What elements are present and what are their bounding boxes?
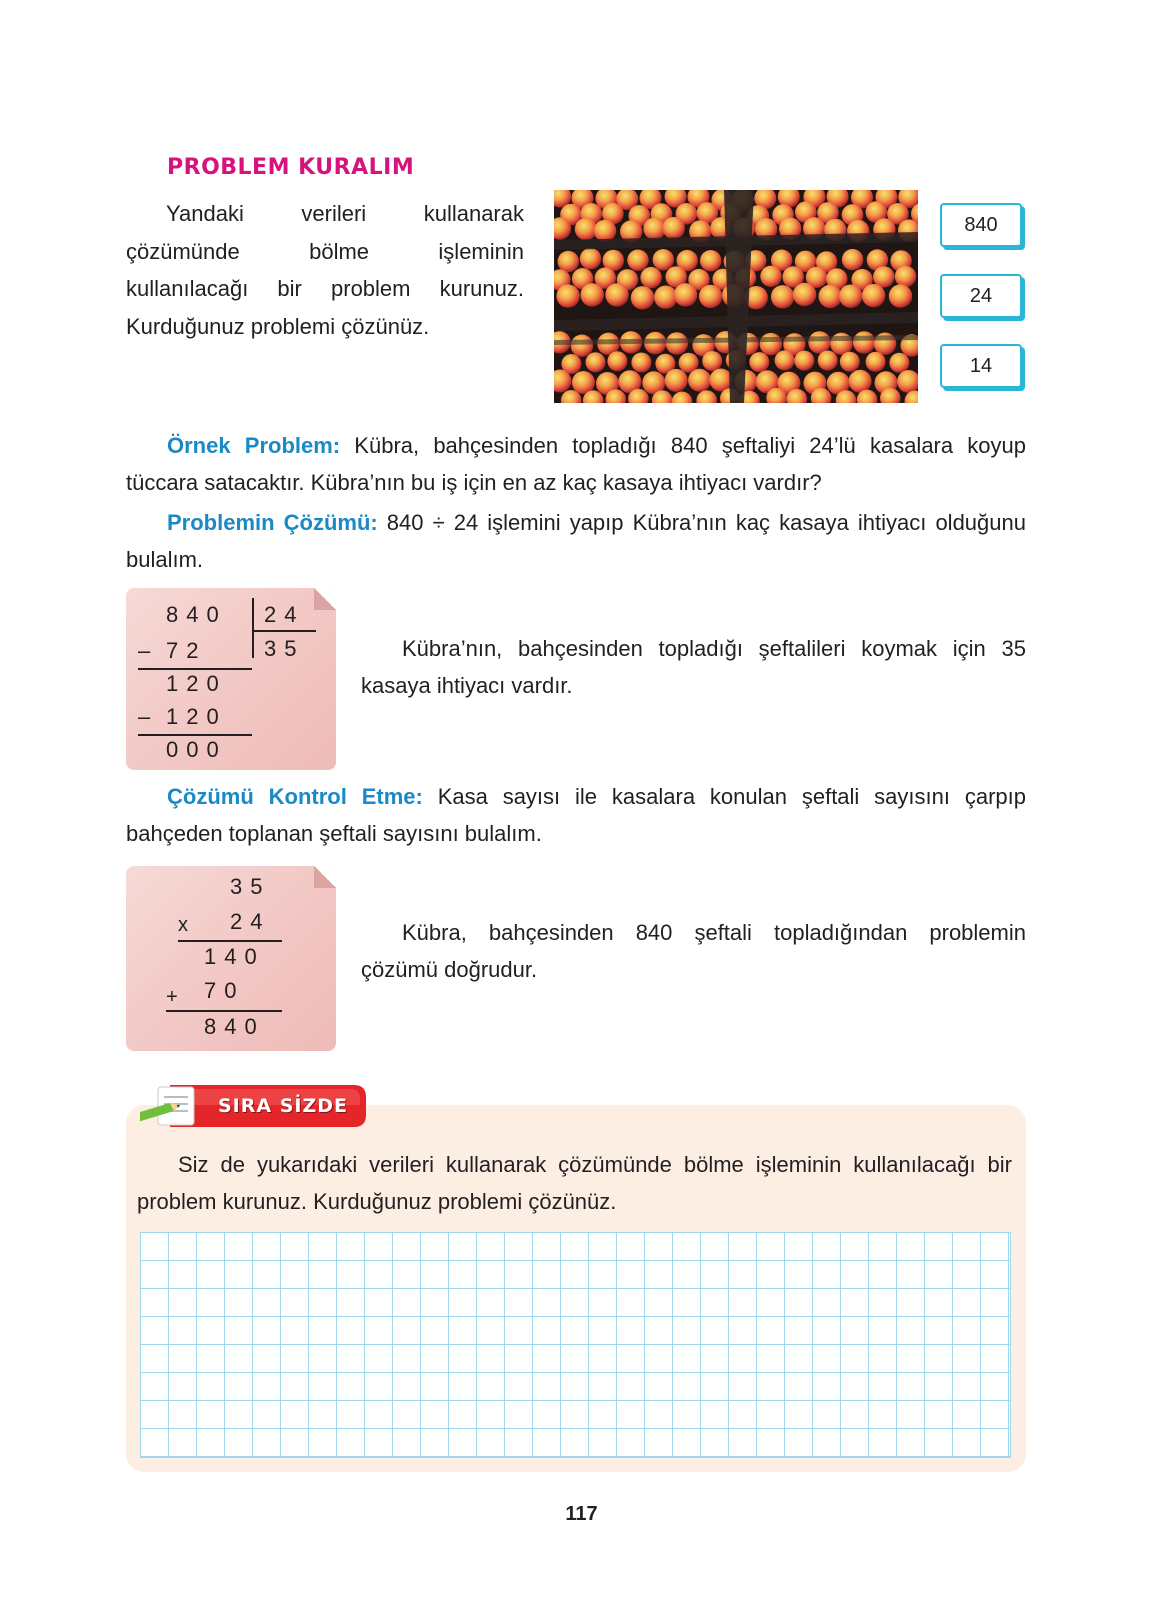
peach bbox=[575, 218, 597, 240]
solution-paragraph bbox=[126, 504, 1026, 578]
peach bbox=[771, 285, 794, 308]
peach bbox=[818, 351, 838, 371]
divisor-underline bbox=[254, 630, 316, 632]
division-card bbox=[126, 588, 336, 770]
peach bbox=[663, 217, 685, 239]
peach bbox=[866, 352, 886, 372]
peach bbox=[709, 369, 732, 392]
sum-line bbox=[166, 1010, 282, 1012]
peach bbox=[839, 285, 862, 308]
data-tag-840: 840 bbox=[940, 203, 1022, 247]
peach bbox=[749, 352, 769, 372]
step2-product: 120 bbox=[166, 704, 227, 729]
data-tag-24: 24 bbox=[940, 274, 1022, 318]
peach bbox=[640, 267, 661, 288]
example-problem bbox=[126, 427, 1026, 501]
total-product: 840 bbox=[204, 1014, 265, 1039]
peach bbox=[775, 350, 795, 370]
peach bbox=[895, 266, 916, 287]
peach bbox=[793, 283, 816, 306]
peach bbox=[794, 351, 814, 371]
peach bbox=[700, 250, 721, 271]
peach bbox=[594, 220, 616, 242]
step2-line bbox=[138, 734, 252, 736]
plus-sign: + bbox=[166, 986, 186, 1008]
answer-grid[interactable] bbox=[140, 1232, 1011, 1458]
division-result: Kübra’nın, bahçesinden topladığı şeftalileri koymak için 35 kasaya ihtiyacı vardır. bbox=[361, 636, 1026, 698]
quotient: 35 bbox=[264, 636, 305, 661]
peach bbox=[853, 331, 875, 353]
peach bbox=[862, 284, 885, 307]
minus-sign: – bbox=[138, 704, 159, 729]
peach bbox=[571, 335, 593, 357]
dividend: 840 bbox=[166, 602, 227, 627]
check-text: Kasa sayısı ile kasalara konulan şeftali sayısını çarpıp bahçeden toplanan şeftali sayısını bulalım. bbox=[126, 784, 1026, 846]
factor-b: 24 bbox=[230, 909, 271, 934]
sira-sizde-banner bbox=[140, 1077, 370, 1134]
data-tag-14: 14 bbox=[940, 344, 1022, 388]
banner-label: SIRA SİZDE bbox=[218, 1095, 348, 1117]
factor-a: 35 bbox=[230, 874, 271, 899]
peach bbox=[605, 283, 628, 306]
peach bbox=[819, 285, 842, 308]
peach bbox=[889, 353, 909, 373]
step1-product: 72 bbox=[166, 638, 207, 663]
minus-sign: – bbox=[138, 638, 159, 663]
peach bbox=[558, 251, 579, 272]
divisor: 24 bbox=[264, 602, 305, 627]
peach bbox=[760, 333, 782, 355]
multiplication-card bbox=[126, 866, 336, 1051]
page-fold-icon bbox=[314, 866, 336, 888]
example-label: Örnek Problem: bbox=[167, 433, 341, 458]
peaches-illustration bbox=[554, 190, 918, 403]
check-paragraph bbox=[126, 778, 1026, 852]
paper-pencil-icon bbox=[140, 1087, 194, 1125]
peach bbox=[556, 284, 579, 307]
peach bbox=[688, 369, 711, 392]
section-heading: PROBLEM KURALIM bbox=[167, 155, 415, 180]
peach bbox=[702, 351, 722, 371]
peach bbox=[627, 250, 648, 271]
step1-line bbox=[138, 668, 252, 670]
check-label: Çözümü Kontrol Etme: bbox=[167, 784, 423, 809]
division-bar bbox=[252, 598, 254, 658]
page-number: 117 bbox=[565, 1503, 598, 1525]
solution-label: Problemin Çözümü: bbox=[167, 510, 378, 535]
peach bbox=[643, 218, 665, 240]
peach bbox=[665, 369, 688, 392]
remainder1: 120 bbox=[166, 671, 227, 696]
peach bbox=[808, 331, 830, 353]
peach bbox=[840, 352, 860, 372]
peach bbox=[699, 285, 722, 308]
peach bbox=[849, 370, 872, 393]
times-sign: x bbox=[178, 914, 196, 936]
peach bbox=[631, 286, 654, 309]
peach bbox=[586, 352, 606, 372]
remainder2: 000 bbox=[166, 737, 227, 762]
intro-paragraph: Yandaki verileri kullanarak çözümünde bölme işleminin kullanılacağı bir problem kurunuz. Kurduğunuz problemi çözünüz. bbox=[126, 201, 524, 339]
partial-product-2: 70 bbox=[204, 978, 245, 1003]
product-line bbox=[178, 940, 282, 942]
check-result: Kübra, bahçesinden 840 şeftali topladığından problemin çözümü doğrudur. bbox=[361, 920, 1026, 982]
activity-text: Siz de yukarıdaki verileri kullanarak çözümünde bölme işleminin kullanılacağı bir problem kurunuz. Kurduğunuz problemi çözünüz. bbox=[137, 1152, 1012, 1214]
peach bbox=[653, 249, 674, 270]
peach bbox=[674, 283, 697, 306]
page-fold-icon bbox=[314, 588, 336, 610]
peach bbox=[580, 248, 601, 269]
solution-text: 840 ÷ 24 işlemini yapıp Kübra’nın kaç kasaya ihtiyacı olduğunu bulalım. bbox=[126, 510, 1026, 572]
peach bbox=[760, 266, 781, 287]
peach bbox=[654, 286, 677, 309]
peach bbox=[631, 353, 651, 373]
peach bbox=[581, 283, 604, 306]
partial-product-1: 140 bbox=[204, 944, 265, 969]
peach bbox=[842, 249, 863, 270]
peaches-photo bbox=[554, 190, 918, 403]
peach bbox=[889, 284, 912, 307]
example-text: Kübra, bahçesinden topladığı 840 şeftaliyi 24’lü kasalara koyup tüccara satacaktır. Kübra’nın bu iş için en az kaç kasaya ihtiyacı vardır? bbox=[126, 433, 1027, 495]
peach bbox=[607, 351, 627, 371]
